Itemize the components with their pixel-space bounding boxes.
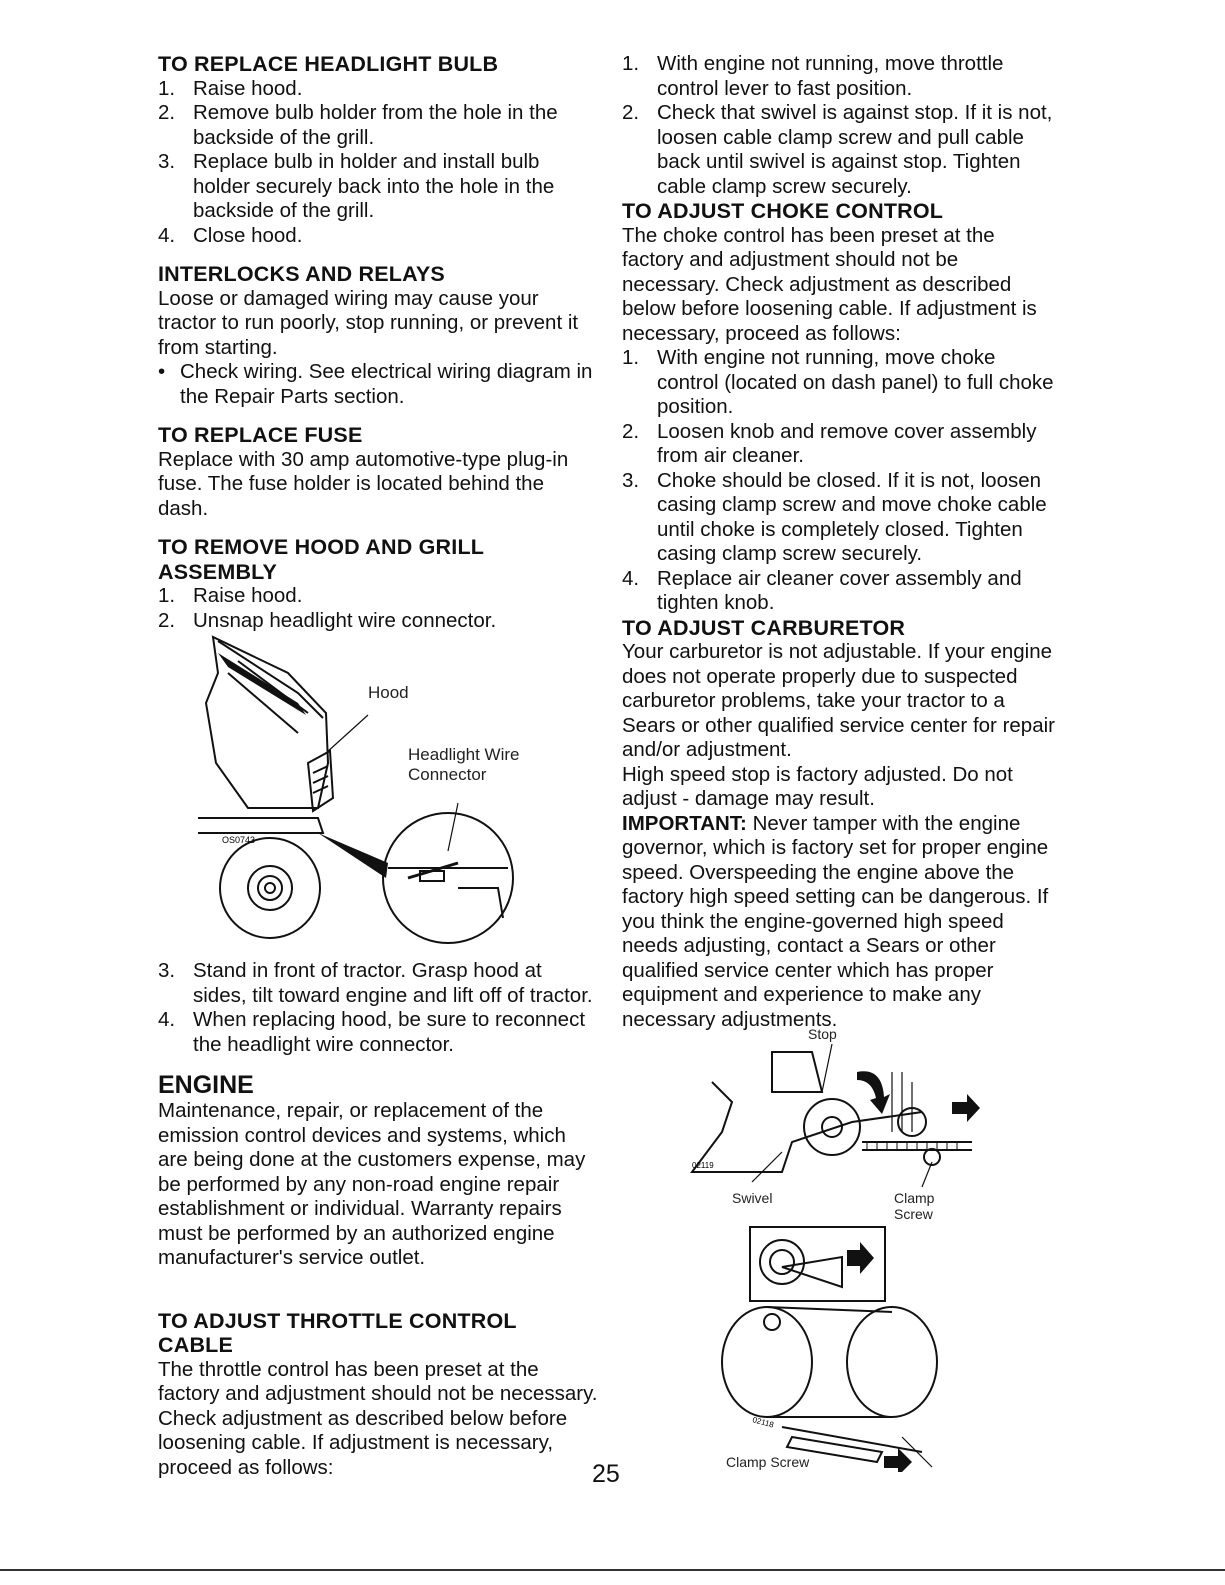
headlight-steps (158, 77, 598, 249)
heading-adjust-throttle: TO ADJUST THROTTLE CONTROL CABLE (158, 1308, 517, 1357)
carburetor-paragraph: Your carburetor is not adjustable. If your engine does not operate properly due to suspected carburetor problems, take your tractor to a Sears or other qualified service center for repair and/or adjustment. (622, 640, 1055, 761)
list-item: 4. Close hood. (158, 223, 303, 247)
list-item: 3. Stand in front of tractor. Grasp hood at sides, tilt toward engine and lift off of tractor. (158, 959, 593, 1007)
list-item: 1. With engine not running, move throttle control lever to fast position. (622, 52, 1004, 100)
list-item: 3. Replace bulb in holder and install bulb holder securely back into the hole in the backside of the grill. (158, 150, 555, 222)
hood-figure (158, 633, 598, 959)
figure-code-top: 02119 (692, 1161, 714, 1170)
heading-replace-fuse: TO REPLACE FUSE (158, 423, 363, 447)
list-item: 4. Replace air cleaner cover assembly and tighten knob. (622, 566, 1022, 614)
label-stop: Stop (808, 1026, 837, 1042)
throttle-paragraph: The throttle control has been preset at the factory and adjustment should not be necessary. Check adjustment as described below before loosening cable. If adjustment is necessary, proceed as follows: (158, 1357, 598, 1479)
label-headlight-wire-connector: Headlight Wire Connector (408, 745, 520, 784)
bullet-item: • Check wiring. See electrical wiring diagram in the Repair Parts section. (158, 360, 593, 408)
hood-steps-b (158, 959, 598, 1057)
carburetor-figure (622, 1026, 1060, 1472)
label-swivel: Swivel (732, 1190, 773, 1206)
left-column (158, 52, 598, 1480)
label-hood: Hood (368, 683, 409, 702)
heading-remove-hood-grill: TO REMOVE HOOD AND GRILL ASSEMBLY (158, 535, 484, 584)
engine-paragraph: Maintenance, repair, or replacement of the emission control devices and systems, which are being done at the customers expense, may be performed by any non-road engine repair establishment or individual. Warranty repairs must be performed by an authorized engine manufacturer's service outlet. (158, 1099, 586, 1269)
hood-steps-a (158, 584, 598, 633)
label-clamp-screw-bottom: Clamp Screw (726, 1454, 810, 1470)
bottom-rule (0, 1569, 1225, 1571)
list-item: 2. Loosen knob and remove cover assembly from air cleaner. (622, 419, 1037, 467)
list-item: 2. Remove bulb holder from the hole in the backside of the grill. (158, 101, 558, 149)
high-speed-paragraph: High speed stop is factory adjusted. Do not adjust - damage may result. (622, 762, 1013, 810)
figure-code: OS0743 (222, 835, 256, 845)
throttle-steps (622, 52, 1060, 199)
page-number: 25 (592, 1460, 620, 1488)
list-item: 1. Raise hood. (158, 584, 303, 607)
choke-paragraph: The choke control has been preset at the factory and adjustment should not be necessary. Check adjustment as described below before loosening cable. If adjustment is necessary, proceed as follows: (622, 223, 1037, 345)
list-item: 3. Choke should be closed. If it is not, loosen casing clamp screw and move choke cable until choke is completely closed. Tighten casing clamp screw securely. (622, 468, 1047, 565)
list-item: 2. Check that swivel is against stop. If it is not, loosen cable clamp screw and pull cable back until swivel is against stop. Tighten cable clamp screw securely. (622, 101, 1053, 198)
hood-illustration (158, 633, 598, 959)
list-item: 1. Raise hood. (158, 76, 303, 100)
interlocks-paragraph: Loose or damaged wiring may cause your tractor to run poorly, stop running, or prevent it from starting. (158, 286, 579, 359)
heading-adjust-carburetor: TO ADJUST CARBURETOR (622, 615, 906, 640)
carburetor-illustration (622, 1032, 1060, 1472)
fuse-paragraph: Replace with 30 amp automotive-type plug-in fuse. The fuse holder is located behind the dash. (158, 447, 569, 520)
heading-engine: ENGINE (158, 1071, 254, 1099)
important-label: IMPORTANT: (622, 811, 747, 835)
figure-code-bottom: 02118 (751, 1415, 775, 1430)
right-column (622, 52, 1060, 1472)
heading-interlocks-relays: INTERLOCKS AND RELAYS (158, 262, 445, 286)
list-item: 4. When replacing hood, be sure to reconnect the headlight wire connector. (158, 1008, 586, 1056)
label-clamp-screw: Clamp Screw (894, 1190, 935, 1222)
choke-steps (622, 346, 1060, 616)
list-item: 1. With engine not running, move choke control (located on dash panel) to full choke position. (622, 346, 1054, 418)
important-paragraph: IMPORTANT: Never tamper with the engine governor, which is factory set for proper engine speed. Overspeeding the engine above the factory high speed setting can be dangerous. If you think the engine-governed high speed needs adjusting, contact a Sears or other qualified service center which has proper equipment and experience to make any necessary adjustments. (622, 811, 1049, 1031)
heading-adjust-choke: TO ADJUST CHOKE CONTROL (622, 199, 944, 223)
heading-replace-headlight-bulb: TO REPLACE HEADLIGHT BULB (158, 52, 499, 76)
list-item: 2. Unsnap headlight wire connector. (158, 608, 497, 632)
